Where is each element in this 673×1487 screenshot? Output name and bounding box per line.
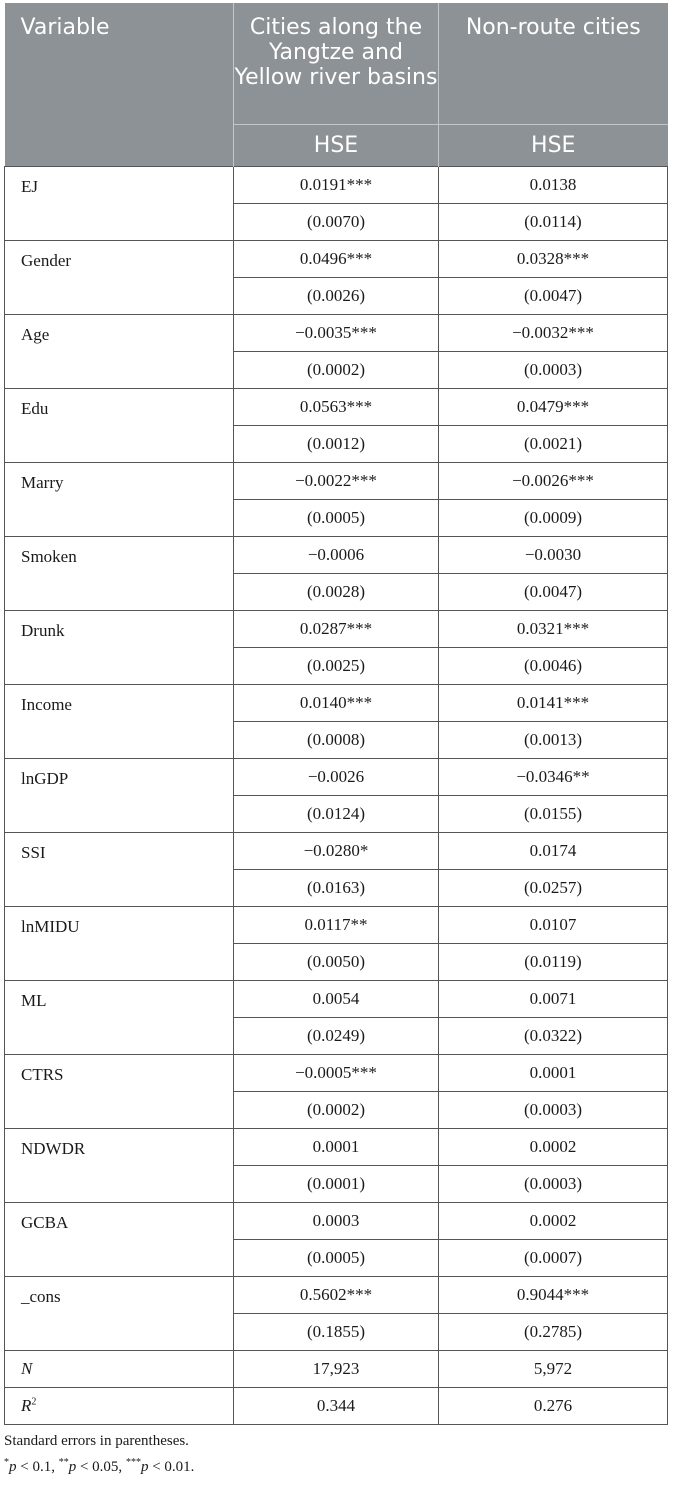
std-error-col2: (0.0114) [439, 203, 668, 240]
table-row [5, 240, 668, 277]
variable-label: Edu [5, 388, 234, 462]
std-error-col1: (0.0001) [234, 1165, 439, 1202]
table-row [5, 684, 668, 721]
coefficient-col1: 0.0001 [234, 1128, 439, 1165]
coefficient-col2: −0.0030 [439, 536, 668, 573]
table-row [5, 832, 668, 869]
coefficient-col2: −0.0032*** [439, 314, 668, 351]
variable-label: Marry [5, 462, 234, 536]
variable-label: GCBA [5, 1202, 234, 1276]
std-error-col2: (0.0155) [439, 795, 668, 832]
n-value-col1: 17,923 [234, 1350, 439, 1387]
table-row [5, 388, 668, 425]
variable-label: NDWDR [5, 1128, 234, 1202]
std-error-col1: (0.0026) [234, 277, 439, 314]
std-error-col1: (0.0002) [234, 1091, 439, 1128]
coefficient-col2: 0.0071 [439, 980, 668, 1017]
std-error-col1: (0.0028) [234, 573, 439, 610]
table-row [5, 980, 668, 1017]
std-error-col1: (0.0070) [234, 203, 439, 240]
table-row [5, 462, 668, 499]
coefficient-col2: −0.0026*** [439, 462, 668, 499]
variable-label: EJ [5, 166, 234, 240]
coefficient-col1: 0.0563*** [234, 388, 439, 425]
regression-table [4, 3, 668, 1425]
coefficient-col1: 0.0003 [234, 1202, 439, 1239]
coefficient-col1: 0.0191*** [234, 166, 439, 203]
coefficient-col2: 0.0002 [439, 1128, 668, 1165]
header-non-route-cities: Non-route cities [439, 3, 668, 124]
variable-label: Income [5, 684, 234, 758]
table-row-n [5, 1350, 668, 1387]
coefficient-col1: 0.0054 [234, 980, 439, 1017]
fn-p-1: p [9, 1459, 17, 1475]
std-error-col2: (0.0047) [439, 573, 668, 610]
table-row [5, 1128, 668, 1165]
std-error-col1: (0.0124) [234, 795, 439, 832]
r-symbol: R [21, 1395, 32, 1415]
coefficient-col2: 0.0001 [439, 1054, 668, 1091]
std-error-col2: (0.0003) [439, 351, 668, 388]
coefficient-col1: 0.0140*** [234, 684, 439, 721]
coefficient-col2: 0.0321*** [439, 610, 668, 647]
std-error-col1: (0.0012) [234, 425, 439, 462]
std-error-col1: (0.0050) [234, 943, 439, 980]
std-error-col2: (0.0003) [439, 1091, 668, 1128]
table-row [5, 610, 668, 647]
coefficient-col2: 0.0141*** [439, 684, 668, 721]
header-yangtze-yellow-cities: Cities along the Yangtze and Yellow river basins [234, 3, 439, 124]
table-row [5, 758, 668, 795]
header-variable: Variable [5, 3, 234, 166]
coefficient-col2: 0.9044*** [439, 1276, 668, 1313]
fn-star-3: *** [125, 1457, 141, 1468]
std-error-col2: (0.0322) [439, 1017, 668, 1054]
table-row [5, 1054, 668, 1091]
coefficient-col2: 0.0174 [439, 832, 668, 869]
n-value-col2: 5,972 [439, 1350, 668, 1387]
table-row [5, 1202, 668, 1239]
fn-star-2: ** [58, 1457, 69, 1468]
coefficient-col1: −0.0280* [234, 832, 439, 869]
r-squared-exponent: 2 [31, 1395, 37, 1407]
fn-p-3: p [140, 1459, 149, 1475]
coefficient-col1: 0.0117** [234, 906, 439, 943]
variable-label: lnMIDU [5, 906, 234, 980]
r2-value-col2: 0.276 [439, 1387, 668, 1424]
table-row [5, 906, 668, 943]
coefficient-col1: −0.0006 [234, 536, 439, 573]
variable-label: Age [5, 314, 234, 388]
subheader-hse-1: HSE [234, 124, 439, 166]
coefficient-col2: 0.0479*** [439, 388, 668, 425]
std-error-col2: (0.0013) [439, 721, 668, 758]
variable-label: SSI [5, 832, 234, 906]
std-error-col1: (0.0008) [234, 721, 439, 758]
std-error-col2: (0.0047) [439, 277, 668, 314]
coefficient-col2: 0.0107 [439, 906, 668, 943]
std-error-col2: (0.0007) [439, 1239, 668, 1276]
table-row-r2 [5, 1387, 668, 1424]
fn-text-1: < 0.1, [16, 1459, 59, 1475]
std-error-col2: (0.0257) [439, 869, 668, 906]
footnote-significance [4, 1457, 194, 1476]
coefficient-col2: 0.0138 [439, 166, 668, 203]
row-label-n [5, 1350, 234, 1387]
std-error-col1: (0.0005) [234, 499, 439, 536]
fn-p-2: p [68, 1459, 77, 1475]
variable-label: _cons [5, 1276, 234, 1350]
std-error-col2: (0.0009) [439, 499, 668, 536]
r2-value-col1: 0.344 [234, 1387, 439, 1424]
table-row [5, 314, 668, 351]
footnote-standard-errors: Standard errors in parentheses. [4, 1433, 189, 1449]
std-error-col1: (0.0002) [234, 351, 439, 388]
std-error-col2: (0.0021) [439, 425, 668, 462]
std-error-col1: (0.0025) [234, 647, 439, 684]
coefficient-col1: 0.5602*** [234, 1276, 439, 1313]
coefficient-col1: −0.0022*** [234, 462, 439, 499]
coefficient-col1: 0.0496*** [234, 240, 439, 277]
subheader-hse-2: HSE [439, 124, 668, 166]
fn-text-3: < 0.01. [148, 1459, 195, 1475]
coefficient-col2: −0.0346** [439, 758, 668, 795]
row-label-r2 [5, 1387, 234, 1424]
coefficient-col1: −0.0005*** [234, 1054, 439, 1091]
variable-label: Smoken [5, 536, 234, 610]
variable-label: CTRS [5, 1054, 234, 1128]
coefficient-col2: 0.0002 [439, 1202, 668, 1239]
fn-star-1: * [4, 1457, 9, 1468]
coefficient-col1: −0.0035*** [234, 314, 439, 351]
table-body [5, 166, 668, 1424]
std-error-col1: (0.0249) [234, 1017, 439, 1054]
variable-label: ML [5, 980, 234, 1054]
n-symbol: N [21, 1358, 33, 1378]
coefficient-col1: 0.0287*** [234, 610, 439, 647]
std-error-col2: (0.0046) [439, 647, 668, 684]
table-row [5, 166, 668, 203]
variable-label: Gender [5, 240, 234, 314]
std-error-col1: (0.1855) [234, 1313, 439, 1350]
coefficient-col1: −0.0026 [234, 758, 439, 795]
std-error-col1: (0.0005) [234, 1239, 439, 1276]
std-error-col2: (0.2785) [439, 1313, 668, 1350]
std-error-col2: (0.0003) [439, 1165, 668, 1202]
table-row [5, 536, 668, 573]
coefficient-col2: 0.0328*** [439, 240, 668, 277]
variable-label: lnGDP [5, 758, 234, 832]
std-error-col2: (0.0119) [439, 943, 668, 980]
std-error-col1: (0.0163) [234, 869, 439, 906]
table-row [5, 1276, 668, 1313]
variable-label: Drunk [5, 610, 234, 684]
fn-text-2: < 0.05, [76, 1459, 126, 1475]
